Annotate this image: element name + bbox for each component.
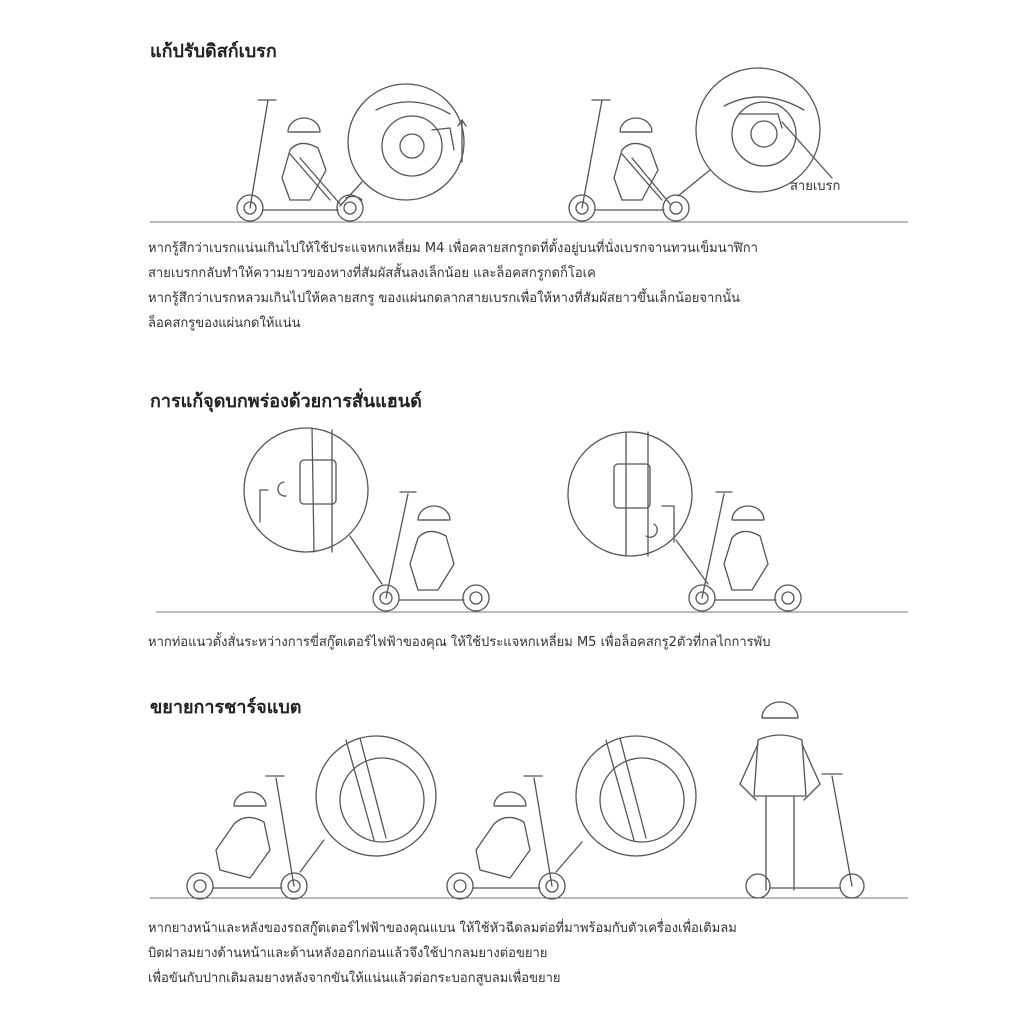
section-title-brake: แก้ปรับดิสก์เบรก [150, 41, 277, 62]
brake-adjust-illustration [150, 70, 910, 226]
section-title-handlebar: การแก้จุดบกพร่องด้วยการสั่นแฮนด์ [150, 391, 422, 412]
brake-line-1: หากรู้สึกว่าเบรกแน่นเกินไปให้ใช้ประแจหกเหลี่ยม M4 เพื่อคลายสกรูกดที่ตั้งอยู่บนที่นั่งเบรกจานทวนเข็มนาฬิกา [148, 241, 758, 256]
tire-inflation-illustration [150, 700, 910, 904]
brake-line-2: สายเบรกกลับทำให้ความยาวของหางที่สัมผัสสั้นลงเล็กน้อย และล็อคสกรูกดก็โอเค [148, 266, 596, 281]
section-title-tire: ขยายการชาร์จแบต [150, 697, 302, 718]
brake-line-4: ล็อคสกรูของแผ่นกดให้แน่น [148, 316, 301, 331]
brake-cable-label: สายเบรก [790, 179, 841, 194]
handlebar-line-1: หากท่อแนวตั้งสั่นระหว่างการขี่สกู๊ตเตอร์ไฟฟ้าของคุณ ให้ใช้ประแจหกเหลี่ยม M5 เพื่อล็อคสกรู2ตัวที่กลไกการพับ [148, 635, 771, 650]
tire-line-2: บิดฝาลมยางด้านหน้าและด้านหลังออกก่อนแล้วจึงใช้ปากลมยางต่อขยาย [148, 946, 548, 961]
handlebar-wobble-illustration [156, 424, 908, 616]
brake-instructions [148, 236, 758, 336]
tire-line-1: หากยางหน้าและหลังของรถสกู๊ตเตอร์ไฟฟ้าของคุณแบน ให้ใช้หัวฉีดลมต่อที่มาพร้อมกับตัวเครื่องเพื่อเติมลม [148, 921, 737, 936]
brake-line-3: หากรู้สึกว่าเบรกหลวมเกินไปให้คลายสกรู ของแผ่นกดลากสายเบรกเพื่อให้หางที่สัมผัสยาวขึ้นเล็กน้อยจากนั้น [148, 291, 740, 306]
handlebar-instructions [148, 630, 770, 655]
tire-line-3: เพื่อขันกับปากเติมลมยางหลังจากขันให้แน่นแล้วต่อกระบอกสูบลมเพื่อขยาย [148, 971, 561, 986]
tire-instructions [148, 916, 737, 991]
